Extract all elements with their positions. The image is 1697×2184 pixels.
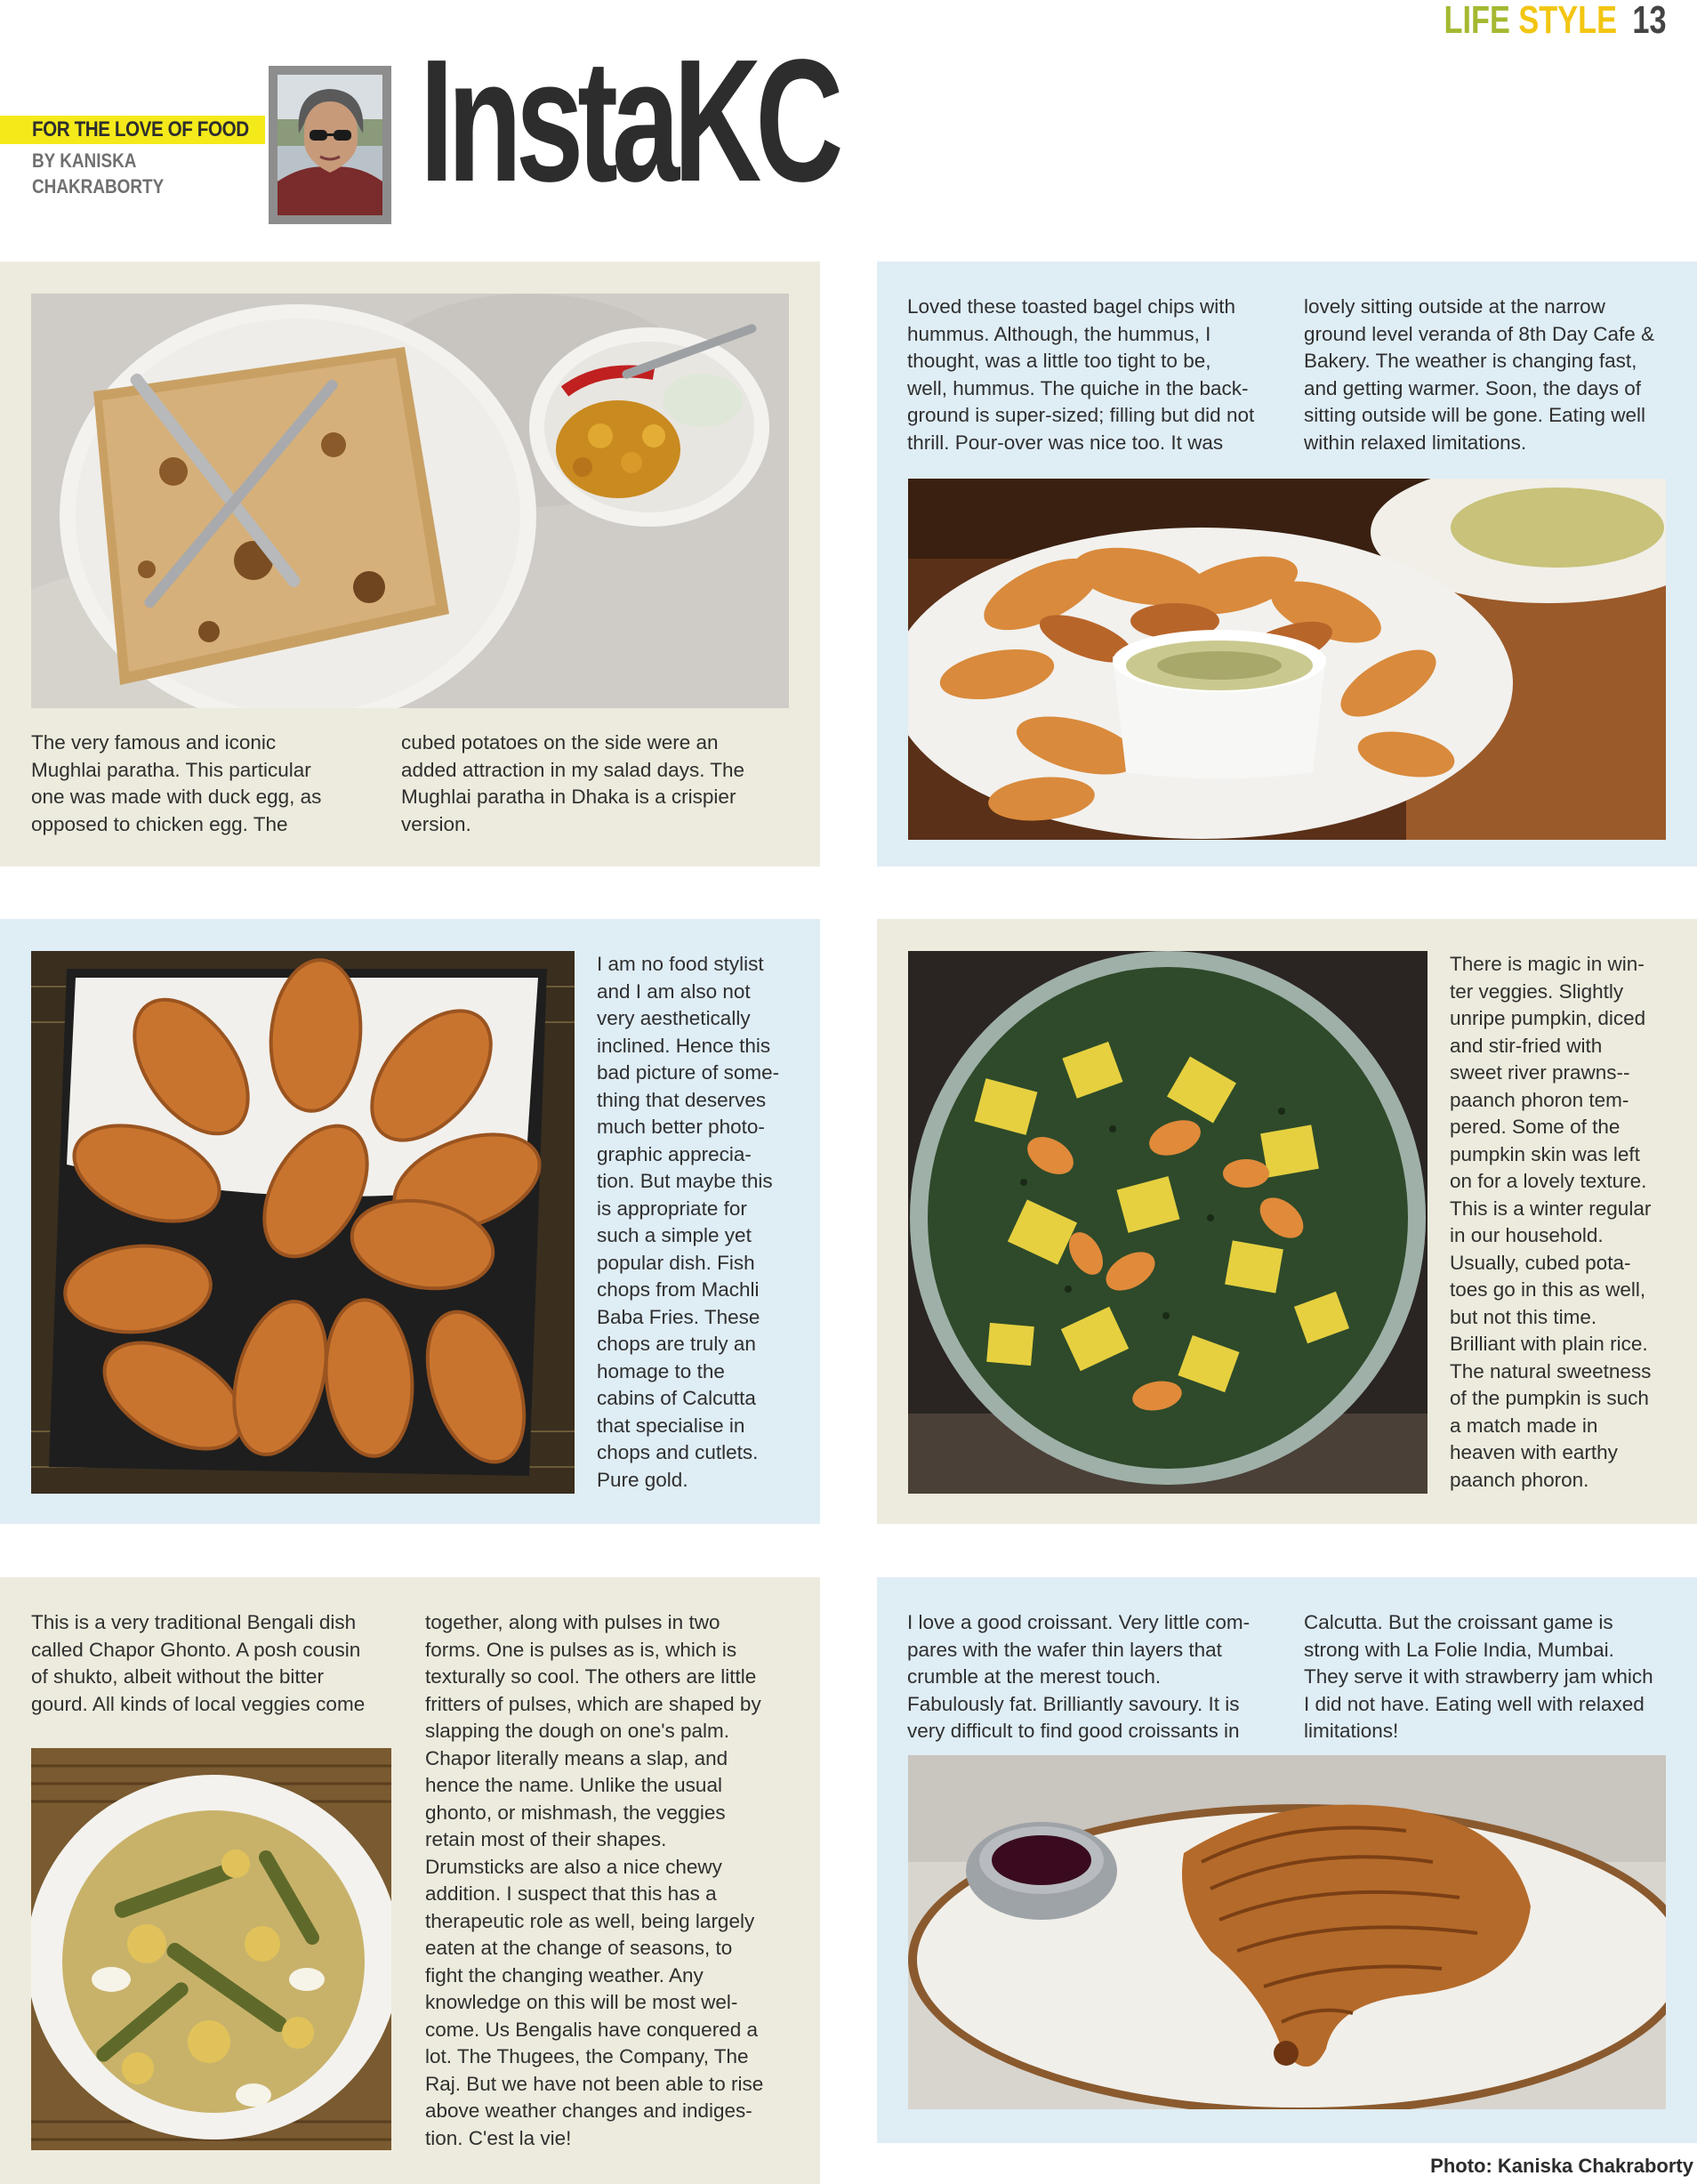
text-line: Bakery. The weather is changing fast, bbox=[1304, 350, 1637, 372]
text-line: This is a winter regular bbox=[1450, 1197, 1652, 1220]
section-label-text: FOR THE LOVE OF FOOD bbox=[32, 117, 249, 141]
text-line: graphic apprecia- bbox=[597, 1142, 752, 1165]
text-line: hence the name. Unlike the usual bbox=[425, 1774, 722, 1796]
text-line: thrill. Pour-over was nice too. It was bbox=[907, 431, 1224, 454]
text-line: very difficult to find good croissants in bbox=[907, 1720, 1240, 1742]
text-line: Mughlai paratha. This particular bbox=[31, 758, 311, 781]
bagel-text-col2 bbox=[1304, 294, 1686, 456]
bagel-text-col1 bbox=[907, 294, 1290, 456]
text-line: popular dish. Fish bbox=[597, 1251, 755, 1274]
photo-credit: Photo: Kaniska Chakraborty bbox=[1430, 2155, 1693, 2177]
page-number: 13 bbox=[1632, 0, 1667, 42]
pumpkin-text bbox=[1450, 951, 1690, 1494]
text-line: of the pumpkin is such bbox=[1450, 1387, 1649, 1409]
text-line: fight the changing weather. Any bbox=[425, 1963, 704, 1987]
text-line: very aesthetically bbox=[597, 1007, 751, 1029]
text-line: retain most of their shapes. bbox=[425, 1828, 667, 1850]
text-line: texturally so cool. The others are little bbox=[425, 1665, 757, 1688]
text-line: come. Us Bengalis have conquered a bbox=[425, 2018, 758, 2041]
text-line: homage to the bbox=[597, 1359, 725, 1382]
kicker-life: LIFE bbox=[1444, 0, 1511, 42]
text-line: ground is super-sized; filling but did not bbox=[907, 404, 1255, 426]
text-line: pered. Some of the bbox=[1450, 1116, 1621, 1138]
text-line: eaten at the change of seasons, to bbox=[425, 1937, 733, 1959]
text-line: paanch phoron tem- bbox=[1450, 1088, 1629, 1111]
text-line: a match made in bbox=[1450, 1414, 1598, 1437]
text-line: such a simple yet bbox=[597, 1224, 752, 1246]
section-label bbox=[0, 116, 265, 144]
text-line: called Chapor Ghonto. A posh cousin bbox=[31, 1638, 361, 1661]
text-line: is appropriate for bbox=[597, 1197, 747, 1220]
text-line: Loved these toasted bagel chips with bbox=[907, 295, 1235, 318]
text-line: strong with La Folie India, Mumbai. bbox=[1304, 1638, 1614, 1661]
byline-line-2: CHAKRABORTY bbox=[32, 175, 165, 197]
text-line: therapeutic role as well, being largely bbox=[425, 1909, 755, 1932]
chapor-ghonto-photo bbox=[31, 1748, 391, 2150]
text-line: I did not have. Eating well with relaxed bbox=[1304, 1692, 1645, 1715]
text-line: that specialise in bbox=[597, 1414, 745, 1437]
text-line: cubed potatoes on the side were an bbox=[401, 731, 719, 754]
text-line: chops and cutlets. bbox=[597, 1441, 759, 1463]
text-line: Drumsticks are also a nice chewy bbox=[425, 1855, 722, 1878]
text-line: tion. C'est la vie! bbox=[425, 2126, 572, 2149]
text-line: unripe pumpkin, diced bbox=[1450, 1007, 1646, 1029]
text-line: lot. The Thugees, the Company, The bbox=[425, 2045, 749, 2067]
text-line: hummus. Although, the hummus, I bbox=[907, 322, 1211, 345]
paratha-text-col2 bbox=[401, 729, 792, 838]
text-line: cabins of Calcutta bbox=[597, 1387, 756, 1409]
text-line: There is magic in win- bbox=[1450, 953, 1645, 975]
pumpkin-photo bbox=[908, 951, 1428, 1494]
text-line: I love a good croissant. Very little com- bbox=[907, 1611, 1251, 1633]
text-line: slapping the dough on one's palm. bbox=[425, 1720, 730, 1742]
text-line: Usually, cubed pota- bbox=[1450, 1251, 1631, 1274]
text-line: lovely sitting outside at the narrow bbox=[1304, 295, 1605, 318]
text-line: within relaxed limitations. bbox=[1304, 431, 1527, 454]
text-line: Baba Fries. These bbox=[597, 1305, 760, 1328]
text-line: of shukto, albeit without the bitter bbox=[31, 1665, 324, 1688]
text-line: together, along with pulses in two bbox=[425, 1611, 720, 1633]
fish-chops-photo bbox=[31, 951, 575, 1494]
text-line: in our household. bbox=[1450, 1224, 1604, 1246]
paratha-photo bbox=[31, 294, 789, 708]
text-line: tion. But maybe this bbox=[597, 1170, 773, 1192]
text-line: Pure gold. bbox=[597, 1468, 688, 1491]
post-fish-chops bbox=[0, 919, 820, 1524]
section-kicker bbox=[1444, 0, 1667, 43]
text-line: chops are truly an bbox=[597, 1333, 756, 1355]
bagel-chips-photo bbox=[908, 479, 1666, 840]
text-line: The natural sweetness bbox=[1450, 1359, 1652, 1382]
croissant-photo bbox=[908, 1755, 1666, 2109]
text-line: ground level veranda of 8th Day Cafe & bbox=[1304, 322, 1654, 345]
text-line: The very famous and iconic bbox=[31, 731, 277, 754]
text-line: Raj. But we have not been able to rise bbox=[425, 2072, 764, 2095]
text-line: chops from Machli bbox=[597, 1278, 760, 1301]
text-line: on for a lovely texture. bbox=[1450, 1170, 1647, 1192]
text-line: pares with the wafer thin layers that bbox=[907, 1638, 1222, 1661]
text-line: ghonto, or mishmash, the veggies bbox=[425, 1801, 726, 1824]
text-line: above weather changes and indiges- bbox=[425, 2099, 752, 2122]
text-line: much better photo- bbox=[597, 1116, 765, 1138]
paratha-text-col1 bbox=[31, 729, 387, 838]
text-line: Mughlai paratha in Dhaka is a crispier bbox=[401, 786, 736, 808]
text-line: inclined. Hence this bbox=[597, 1034, 771, 1057]
text-line: This is a very traditional Bengali dish bbox=[31, 1611, 357, 1633]
text-line: forms. One is pulses as is, which is bbox=[425, 1638, 737, 1661]
byline bbox=[32, 148, 164, 199]
ghonto-text-col1 bbox=[31, 1609, 405, 1718]
ghonto-text-col2 bbox=[425, 1609, 808, 2152]
post-chapor-ghonto bbox=[0, 1577, 820, 2184]
post-bagel-chips bbox=[877, 262, 1697, 866]
text-line: pumpkin skin was left bbox=[1450, 1142, 1640, 1165]
post-croissant bbox=[877, 1577, 1697, 2143]
text-line: crumble at the merest touch. bbox=[907, 1665, 1162, 1688]
text-line: heaven with earthy bbox=[1450, 1441, 1618, 1463]
text-line: but not this time. bbox=[1450, 1305, 1597, 1328]
text-line: Brilliant with plain rice. bbox=[1450, 1333, 1648, 1355]
text-line: and getting warmer. Soon, the days of bbox=[1304, 376, 1641, 399]
text-line: They serve it with strawberry jam which bbox=[1304, 1665, 1653, 1688]
post-paratha bbox=[0, 262, 820, 866]
text-line: fritters of pulses, which are shaped by bbox=[425, 1692, 761, 1715]
fish-chops-text bbox=[597, 951, 810, 1494]
text-line: opposed to chicken egg. The bbox=[31, 812, 288, 835]
text-line: sweet river prawns-- bbox=[1450, 1061, 1630, 1084]
text-line: ter veggies. Slightly bbox=[1450, 979, 1624, 1003]
text-line: I am no food stylist bbox=[597, 953, 764, 975]
text-line: thought, was a little too tight to be, bbox=[907, 350, 1211, 372]
text-line: paanch phoron. bbox=[1450, 1468, 1589, 1491]
author-portrait bbox=[269, 66, 391, 224]
text-line: version. bbox=[401, 812, 471, 835]
text-line: Fabulously fat. Brilliantly savoury. It is bbox=[907, 1692, 1240, 1715]
text-line: addition. I suspect that this has a bbox=[425, 1882, 717, 1905]
text-line: Calcutta. But the croissant game is bbox=[1304, 1611, 1613, 1633]
text-line: Chapor literally means a slap, and bbox=[425, 1746, 728, 1769]
text-line: thing that deserves bbox=[597, 1088, 767, 1111]
text-line: bad picture of some- bbox=[597, 1061, 780, 1084]
text-line: knowledge on this will be most wel- bbox=[425, 1991, 738, 2013]
text-line: and stir-fried with bbox=[1450, 1034, 1603, 1057]
text-line: one was made with duck egg, as bbox=[31, 786, 322, 808]
byline-line-1: BY KANISKA bbox=[32, 149, 137, 172]
column-title: InstaKC bbox=[420, 23, 838, 218]
text-line: well, hummus. The quiche in the back- bbox=[907, 376, 1249, 399]
text-line: gourd. All kinds of local veggies come bbox=[31, 1692, 366, 1715]
croissant-text-col2 bbox=[1304, 1609, 1686, 1745]
text-line: toes go in this as well, bbox=[1450, 1278, 1646, 1301]
text-line: and I am also not bbox=[597, 979, 751, 1003]
kicker-style: STYLE bbox=[1518, 0, 1618, 42]
text-line: added attraction in my salad days. The bbox=[401, 758, 745, 781]
post-pumpkin bbox=[877, 919, 1697, 1524]
text-line: limitations! bbox=[1304, 1720, 1399, 1742]
croissant-text-col1 bbox=[907, 1609, 1290, 1745]
text-line: sitting outside will be gone. Eating well bbox=[1304, 404, 1645, 426]
